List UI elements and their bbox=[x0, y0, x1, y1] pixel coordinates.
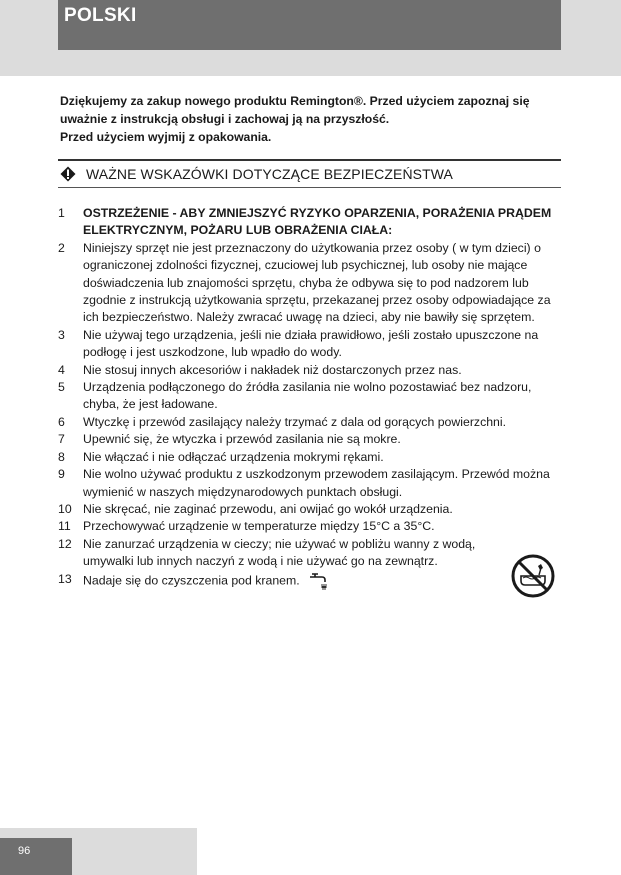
item-text: Nadaje się do czyszczenia pod kranem. bbox=[83, 572, 300, 587]
list-item bbox=[58, 240, 563, 327]
intro-text bbox=[60, 92, 565, 146]
item-number: 4 bbox=[58, 362, 65, 377]
page-number-box bbox=[0, 838, 72, 875]
footer-band bbox=[0, 828, 72, 838]
section-divider-top bbox=[58, 159, 561, 161]
item-number: 9 bbox=[58, 467, 65, 482]
item-number: 13 bbox=[58, 571, 72, 586]
item-number: 11 bbox=[58, 519, 71, 534]
list-item bbox=[58, 414, 563, 431]
item-text: OSTRZEŻENIE - ABY ZMNIEJSZYĆ RYZYKO OPARZENIA, PORAŻENIA PRĄDEM ELEKTRYCZNYM, POŻARU LUB OBRAŻENIA CIAŁA: bbox=[83, 206, 552, 238]
item-text-with-icon bbox=[83, 571, 563, 591]
list-item bbox=[58, 431, 563, 448]
section-heading bbox=[58, 164, 561, 186]
item-number: 5 bbox=[58, 380, 65, 395]
list-item bbox=[58, 449, 563, 466]
language-tab bbox=[58, 0, 561, 50]
item-text: Nie skręcać, nie zaginać przewodu, ani owijać go wokół urządzenia. bbox=[83, 501, 453, 516]
item-text: Nie używaj tego urządzenia, jeśli nie działa prawidłowo, jeśli zostało upuszczone na podłogę i jest uszkodzone, lub wpadło do wody. bbox=[83, 327, 539, 360]
item-text: Nie zanurzać urządzenia w cieczy; nie używać w pobliżu wanny z wodą, umywalki lub innych naczyń z wodą i nie używać go na zewnątrz. bbox=[83, 536, 476, 569]
item-text: Urządzenia podłączonego do źródła zasilania nie wolno pozostawiać bez nadzoru, chyba, że jest ładowane. bbox=[83, 380, 532, 412]
item-number: 7 bbox=[58, 432, 65, 447]
item-number: 10 bbox=[58, 501, 72, 516]
item-text: Nie włączać i nie odłączać urządzenia mokrymi rękami. bbox=[83, 449, 384, 464]
item-number: 8 bbox=[58, 449, 65, 464]
section-title: WAŻNE WSKAZÓWKI DOTYCZĄCE BEZPIECZEŃSTWA bbox=[86, 166, 453, 182]
footer-band-light bbox=[72, 828, 197, 875]
list-item bbox=[58, 571, 563, 591]
page-number: 96 bbox=[18, 845, 31, 857]
item-number: 2 bbox=[58, 240, 65, 255]
intro-line-1: Dziękujemy za zakup nowego produktu Remington®. Przed użyciem zapoznaj się uważnie z instrukcją obsługi i zachowaj ją na przyszłość. bbox=[60, 94, 530, 126]
list-item bbox=[58, 362, 563, 379]
item-text: Upewnić się, że wtyczka i przewód zasilania nie są mokre. bbox=[83, 432, 401, 447]
item-text: Niniejszy sprzęt nie jest przeznaczony do użytkowania przez osoby ( w tym dzieci) o ograniczonej zdolności fizycznej, czuciowej lub psychicznej, lub osoby nie mające doświadczenia lub znajomości sprzętu, chyba że odbywa się to pod nadzorem lub zgodnie z instrukcją użytkowania sprzętu, przekazanej przez osoby odpowiadające za ich bezpieczeństwo. Należy zwracać uwagę na dzieci, aby nie bawiły się sprzętem. bbox=[83, 240, 551, 325]
intro-line-2: Przed użyciem wyjmij z opakowania. bbox=[60, 130, 272, 144]
language-label: POLSKI bbox=[64, 5, 137, 26]
item-number: 1 bbox=[58, 206, 65, 220]
list-item bbox=[58, 205, 563, 240]
list-item bbox=[58, 379, 563, 414]
item-text: Nie wolno używać produktu z uszkodzonym przewodem zasilającym. Przewód można wymienić w naszych międzynarodowych punktach obsługi. bbox=[83, 467, 550, 499]
list-item bbox=[58, 327, 563, 362]
item-text: Nie stosuj innych akcesoriów i nakładek niż dostarczonych przez nas. bbox=[83, 362, 462, 377]
item-text: Przechowywać urządzenie w temperaturze między 15°C a 35°C. bbox=[83, 519, 435, 534]
safety-list bbox=[58, 205, 563, 591]
item-text: Wtyczkę i przewód zasilający należy trzymać z dala od gorących powierzchni. bbox=[83, 414, 507, 429]
item-number: 6 bbox=[58, 414, 65, 429]
item-number: 3 bbox=[58, 327, 65, 342]
list-item bbox=[58, 536, 563, 571]
tap-water-icon bbox=[306, 571, 330, 591]
list-item bbox=[58, 501, 563, 518]
no-bathtub-icon bbox=[511, 554, 555, 598]
item-number: 12 bbox=[58, 536, 72, 551]
list-item bbox=[58, 466, 563, 501]
warning-icon bbox=[60, 166, 76, 182]
list-item bbox=[58, 518, 563, 535]
section-divider-bottom bbox=[58, 187, 561, 188]
